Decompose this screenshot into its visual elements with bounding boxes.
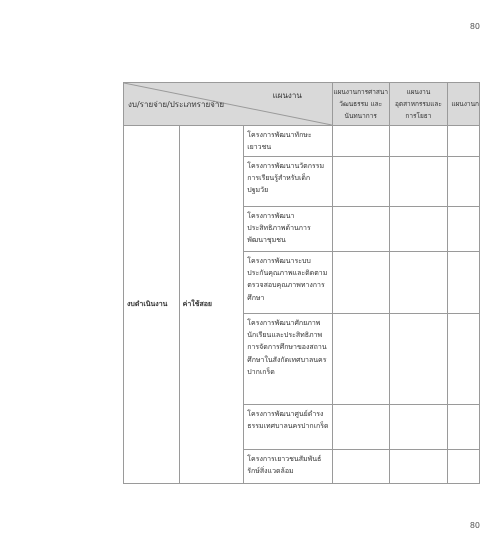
cell-empty xyxy=(389,314,448,405)
cell-empty xyxy=(389,157,448,207)
cell-empty xyxy=(332,252,389,314)
header-category-label: งบ/รายจ่าย/ประเภทรายจ่าย xyxy=(128,100,225,109)
cell-empty xyxy=(448,252,480,314)
cell-empty xyxy=(332,405,389,450)
cell-empty xyxy=(448,157,480,207)
cell-empty xyxy=(389,405,448,450)
column-header-industry-public-works: แผนงาน อุตสาหกรรมและ การโยธา xyxy=(389,83,448,126)
cell-empty xyxy=(389,450,448,484)
cell-empty xyxy=(389,252,448,314)
project-early-childhood-innovation: โครงการพัฒนานวัตกรรมการเรียนรู้สำหรับเด็กปฐมวัย xyxy=(244,157,333,207)
cell-empty xyxy=(448,405,480,450)
cell-empty xyxy=(448,314,480,405)
page-number-bottom: 80 xyxy=(469,521,480,530)
header-plan-label: แผนงาน xyxy=(272,91,302,100)
cell-empty xyxy=(332,157,389,207)
cell-empty xyxy=(448,207,480,252)
column-header-religion-culture: แผนงานการศาสนา วัฒนธรรม และ นันทนาการ xyxy=(332,83,389,126)
cell-empty xyxy=(448,450,480,484)
cell-empty xyxy=(332,126,389,157)
project-youth-skills: โครงการพัฒนาทักษะเยาวชน xyxy=(244,126,333,157)
cell-empty xyxy=(389,126,448,157)
cell-empty xyxy=(448,126,480,157)
cell-empty xyxy=(389,207,448,252)
project-student-potential: โครงการพัฒนาศักยภาพนักเรียนและประสิทธิภาพการจัดการศึกษาของสถานศึกษาในสังกัดเทศบาลนครปากเกร็ด xyxy=(244,314,333,405)
budget-table xyxy=(123,82,480,484)
project-damrongtham-center: โครงการพัฒนาศูนย์ดำรงธรรมเทศบาลนครปากเกร็ด xyxy=(244,405,333,450)
column-header-truncated: แผนงานก xyxy=(448,83,480,126)
project-education-quality-assurance: โครงการพัฒนาระบบประกันคุณภาพและติดตามตรวจสอบคุณภาพทางการศึกษา xyxy=(244,252,333,314)
header-diagonal-cell xyxy=(124,83,333,126)
project-community-development: โครงการพัฒนาประสิทธิภาพด้านการพัฒนาชุมชน xyxy=(244,207,333,252)
expense-type-services: ค่าใช้สอย xyxy=(179,126,244,484)
project-youth-environment: โครงการเยาวชนสัมพันธ์รักษ์สิ่งแวดล้อม xyxy=(244,450,333,484)
cell-empty xyxy=(332,314,389,405)
budget-group-operations: งบดำเนินงาน xyxy=(124,126,180,484)
cell-empty xyxy=(332,207,389,252)
cell-empty xyxy=(332,450,389,484)
page-number-top: 80 xyxy=(469,22,480,31)
